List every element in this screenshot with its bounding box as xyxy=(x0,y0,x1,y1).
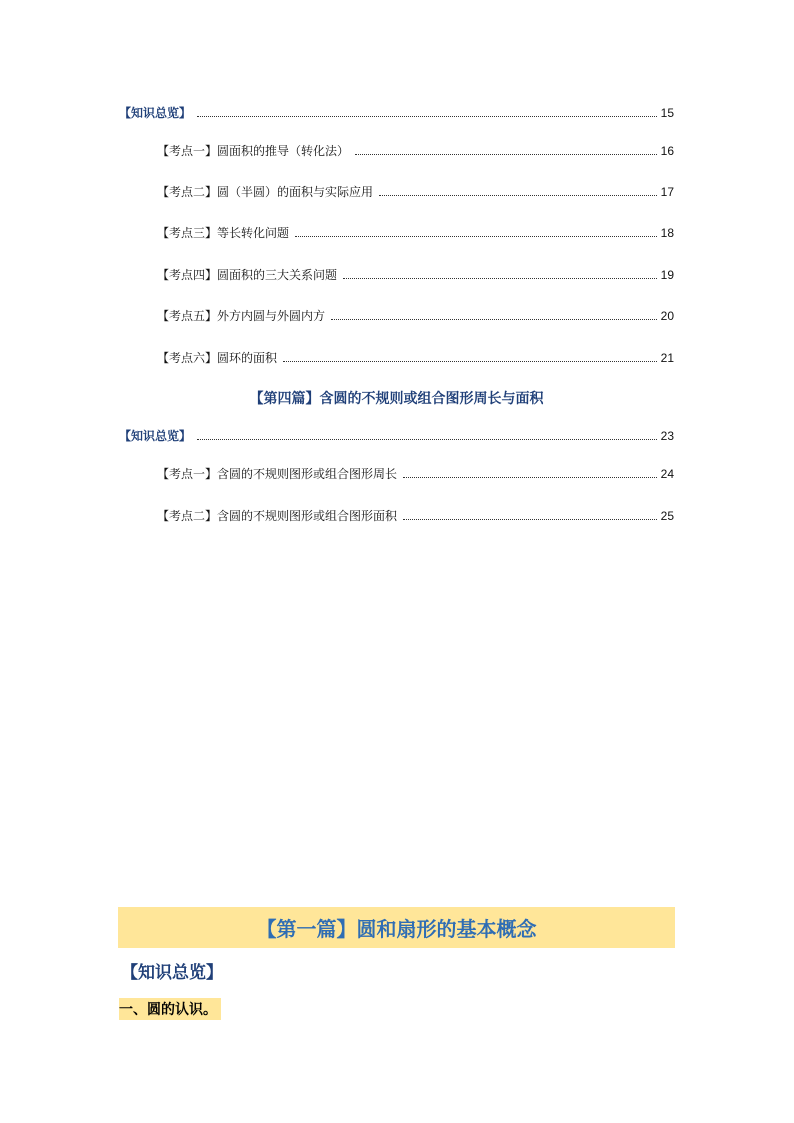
toc-row-item[interactable] xyxy=(157,349,674,366)
toc-tag: 【考点六】 xyxy=(157,351,218,365)
toc-tag: 【考点二】 xyxy=(157,509,218,523)
toc-tag: 【考点四】 xyxy=(157,268,218,282)
toc-row-overview[interactable] xyxy=(119,427,674,444)
toc-row-item[interactable] xyxy=(157,142,674,159)
toc-tag: 【考点一】 xyxy=(157,467,218,481)
toc-row-item[interactable] xyxy=(157,224,674,241)
toc-row-item[interactable] xyxy=(157,183,674,200)
toc-leader-dots xyxy=(355,153,657,155)
toc-title: 外方内圆与外圆内方 xyxy=(217,309,326,323)
toc-tag: 【知识总览】 xyxy=(119,106,192,120)
toc-leader-dots xyxy=(343,277,657,279)
toc-leader-dots xyxy=(197,115,657,117)
toc-title: 含圆的不规则图形或组合图形周长 xyxy=(217,467,398,481)
toc-row-item[interactable] xyxy=(157,266,674,283)
toc-title: 圆（半圆）的面积与实际应用 xyxy=(217,185,374,199)
toc-title: 圆环的面积 xyxy=(217,351,278,365)
toc-part-heading[interactable]: 【第四篇】含圆的不规则或组合图形周长与面积 xyxy=(249,391,544,407)
toc-row-item[interactable] xyxy=(157,465,674,482)
toc-row-item[interactable] xyxy=(157,307,674,324)
toc-title: 圆面积的推导（转化法） xyxy=(217,144,350,158)
toc-row-item[interactable] xyxy=(157,507,674,524)
section-banner-title: 【第一篇】圆和扇形的基本概念 xyxy=(256,917,537,941)
toc-leader-dots xyxy=(295,235,657,237)
toc-tag: 【知识总览】 xyxy=(119,429,192,443)
toc-page-number: 19 xyxy=(660,268,674,282)
toc-page-number: 24 xyxy=(660,467,674,481)
toc-leader-dots xyxy=(331,318,657,320)
overview-heading: 【知识总览】 xyxy=(121,963,223,983)
toc-leader-dots xyxy=(403,476,657,478)
toc-page-number: 17 xyxy=(660,185,674,199)
toc-page-number: 15 xyxy=(660,106,674,120)
toc-page-number: 18 xyxy=(660,226,674,240)
toc-tag: 【考点三】 xyxy=(157,226,218,240)
toc-page-number: 25 xyxy=(660,509,674,523)
toc-leader-dots xyxy=(197,438,657,440)
toc-page-number: 20 xyxy=(660,309,674,323)
toc-leader-dots xyxy=(379,194,657,196)
toc-leader-dots xyxy=(403,518,657,520)
toc-title: 含圆的不规则图形或组合图形面积 xyxy=(217,509,398,523)
toc-tag: 【考点一】 xyxy=(157,144,218,158)
toc-tag: 【考点五】 xyxy=(157,309,218,323)
toc-page-number: 21 xyxy=(660,351,674,365)
toc-title: 圆面积的三大关系问题 xyxy=(217,268,338,282)
toc-leader-dots xyxy=(283,360,657,362)
toc-row-overview[interactable] xyxy=(119,104,674,121)
toc-title: 等长转化问题 xyxy=(217,226,290,240)
toc-page-number: 23 xyxy=(660,429,674,443)
subheading: 一、圆的认识。 xyxy=(119,998,221,1020)
section-banner xyxy=(118,907,675,948)
toc-tag: 【考点二】 xyxy=(157,185,218,199)
toc-page-number: 16 xyxy=(660,144,674,158)
